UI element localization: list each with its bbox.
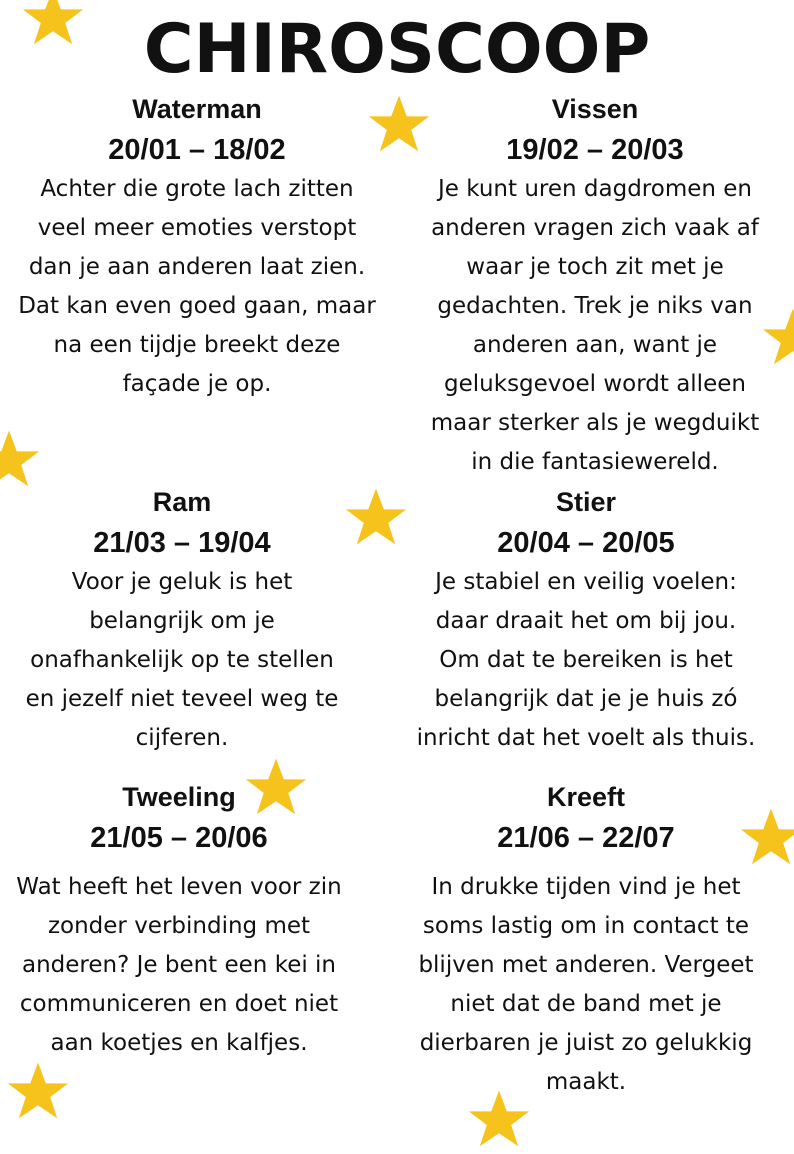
sign-vissen [396,88,794,482]
sign-waterman [0,88,394,404]
sign-dates: 21/06 – 22/07 [497,822,675,854]
sign-description: Je stabiel en veilig voelen: daar draait het om bij jou. Om dat te bereiken is het belangrijk dat je je huis zó inricht dat het voelt als thuis. [416,569,756,751]
sign-name: Vissen [551,94,639,124]
sign-name: Stier [555,487,617,517]
sign-dates: 21/03 – 19/04 [93,527,271,559]
sign-tweeling [0,776,358,1063]
sign-description: In drukke tijden vind je het soms lastig om in contact te blijven met anderen. Vergeet niet dat de band met je dierbaren je juist zo gelukkig maakt. [418,874,754,1095]
sign-kreeft [396,776,776,1102]
sign-description: Voor je geluk is het belangrijk om je onafhankelijk op te stellen en jezelf niet teveel weg te cijferen. [25,569,339,751]
sign-dates: 20/01 – 18/02 [108,134,286,166]
sign-dates: 19/02 – 20/03 [506,134,684,166]
sign-description: Je kunt uren dagdromen en anderen vragen zich vaak af waar je toch zit met je gedachten. Trek je niks van anderen aan, want je geluksgevoel wordt alleen maar sterker als je wegduikt in die fantasiewereld. [430,176,760,475]
sign-description: Wat heeft het leven voor zin zonder verbinding met anderen? Je bent een kei in communiceren en doet niet aan koetjes en kalfjes. [16,874,342,1056]
page-title: CHIROSCOOP [143,10,651,89]
sign-dates: 20/04 – 20/05 [497,527,675,559]
sign-ram [0,481,364,758]
sign-name: Kreeft [546,782,626,812]
sign-stier [396,481,776,758]
sign-dates: 21/05 – 20/06 [90,822,268,854]
sign-name: Tweeling [122,782,236,812]
star-icon [5,1060,71,1126]
sign-name: Waterman [132,94,262,124]
sign-description: Achter die grote lach zitten veel meer emoties verstopt dan je aan anderen laat zien. Dat kan even goed gaan, maar na een tijdje breekt deze façade je op. [18,176,376,397]
sign-name: Ram [152,487,212,517]
